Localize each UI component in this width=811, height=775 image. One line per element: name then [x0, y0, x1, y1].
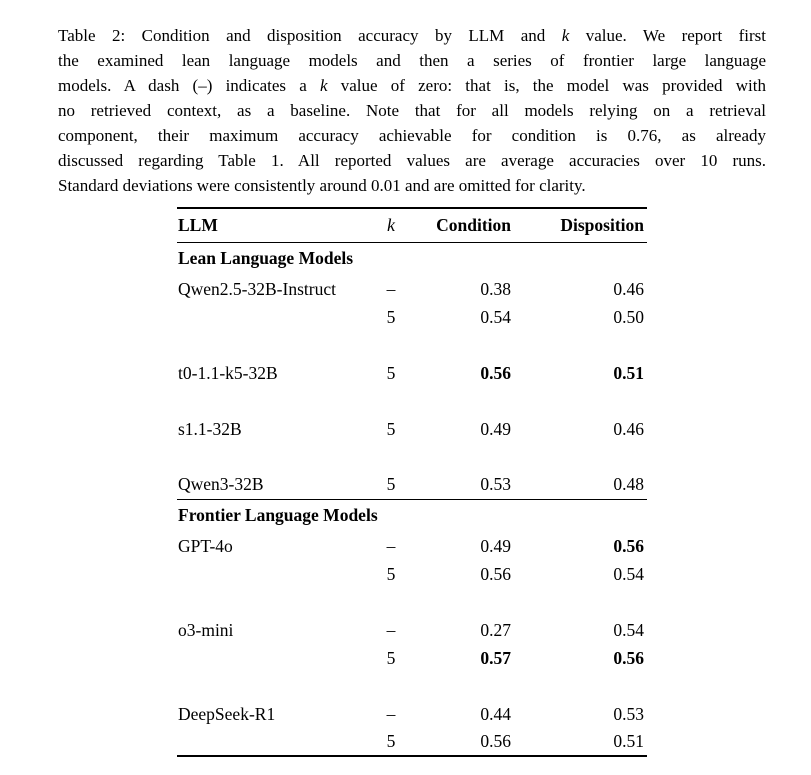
- table-row: [177, 560, 647, 588]
- cell-disposition: 0.56: [613, 535, 644, 556]
- results-table: [177, 207, 647, 757]
- caption-text: the examined lean language models and then a series of frontier large language: [58, 51, 766, 70]
- cell-disposition: 0.53: [613, 703, 644, 724]
- caption-line: [58, 23, 766, 48]
- spacer-cell: [177, 588, 647, 616]
- table-row: [177, 700, 647, 728]
- cell-condition: 0.56: [480, 731, 511, 751]
- cell-k: 5: [386, 563, 396, 584]
- spacer-cell: [177, 672, 647, 700]
- table-header-row: [177, 208, 647, 242]
- caption-line: [58, 48, 766, 73]
- table-row: [177, 728, 647, 756]
- col-header-disposition: Disposition: [560, 214, 644, 235]
- cell-condition: 0.49: [480, 535, 511, 556]
- cell-condition: 0.56: [480, 362, 511, 383]
- table-row: [177, 471, 647, 499]
- cell-model: [177, 644, 363, 672]
- table-row: [177, 616, 647, 644]
- table-caption: [58, 23, 766, 198]
- cell-disposition: 0.54: [613, 619, 644, 640]
- caption-line: [58, 98, 766, 123]
- caption-text: no retrieved context, as a baseline. Note that for all models relying on a retrieval: [58, 101, 766, 120]
- cell-condition: 0.54: [480, 306, 511, 327]
- caption-text: Standard deviations were consistently around 0.01 and are omitted for clarity.: [58, 176, 586, 195]
- cell-k: 5: [386, 418, 396, 439]
- cell-condition: 0.56: [480, 563, 511, 584]
- cell-model: Qwen3-32B: [178, 474, 264, 495]
- cell-condition: 0.53: [480, 474, 511, 495]
- caption-text: models. A dash (–) indicates a: [58, 76, 320, 95]
- cell-disposition: 0.51: [613, 731, 644, 751]
- caption-text: value of zero: that is, the model was provided with: [327, 76, 766, 95]
- cell-k: 5: [386, 306, 396, 327]
- spacer-row: [177, 672, 647, 700]
- section-header-row: [177, 499, 647, 532]
- col-header-condition: Condition: [436, 214, 511, 235]
- spacer-cell: [177, 331, 647, 359]
- section-title: Frontier Language Models: [178, 505, 378, 526]
- cell-model: s1.1-32B: [178, 418, 242, 439]
- cell-k: –: [386, 703, 396, 724]
- caption-line: [58, 173, 766, 198]
- cell-disposition: 0.46: [613, 278, 644, 299]
- cell-disposition: 0.56: [613, 647, 644, 668]
- cell-disposition: 0.48: [613, 474, 644, 495]
- math-variable: k: [319, 76, 328, 95]
- table-row: [177, 359, 647, 387]
- caption-text: value. We report first: [569, 26, 766, 45]
- cell-condition: 0.27: [480, 619, 511, 640]
- table-row: [177, 303, 647, 331]
- caption-line: [58, 123, 766, 148]
- cell-k: –: [386, 535, 396, 556]
- cell-condition: 0.38: [480, 278, 511, 299]
- cell-disposition: 0.50: [613, 306, 644, 327]
- spacer-row: [177, 387, 647, 415]
- col-header-llm: LLM: [178, 214, 218, 235]
- cell-model: Qwen2.5-32B-Instruct: [178, 278, 336, 299]
- cell-k: 5: [386, 731, 396, 751]
- table-row: [177, 644, 647, 672]
- cell-condition: 0.44: [480, 703, 511, 724]
- cell-k: 5: [386, 474, 396, 495]
- math-variable: k: [561, 26, 570, 45]
- cell-model: GPT-4o: [178, 535, 233, 556]
- cell-k: 5: [386, 362, 396, 383]
- cell-model: [177, 728, 363, 756]
- caption-text: discussed regarding Table 1. All reported values are average accuracies over 10 runs.: [58, 151, 766, 170]
- caption-line: [58, 148, 766, 173]
- cell-condition: 0.57: [480, 647, 511, 668]
- section-header-row: [177, 242, 647, 275]
- spacer-row: [177, 443, 647, 471]
- cell-model: [177, 560, 363, 588]
- table-body: [177, 242, 647, 756]
- spacer-cell: [177, 443, 647, 471]
- cell-condition: 0.49: [480, 418, 511, 439]
- caption-text: component, their maximum accuracy achievable for condition is 0.76, as already: [58, 126, 766, 145]
- caption-text: Table 2: Condition and disposition accuracy by LLM and: [58, 26, 562, 45]
- table-row: [177, 415, 647, 443]
- cell-model: t0-1.1-k5-32B: [178, 362, 278, 383]
- spacer-row: [177, 588, 647, 616]
- col-header-k: k: [387, 214, 395, 235]
- cell-model: o3-mini: [178, 619, 234, 640]
- table-row: [177, 275, 647, 303]
- table-row: [177, 532, 647, 560]
- cell-k: 5: [386, 647, 396, 668]
- spacer-cell: [177, 387, 647, 415]
- cell-model: DeepSeek-R1: [178, 703, 276, 724]
- cell-model: [177, 303, 363, 331]
- cell-disposition: 0.54: [613, 563, 644, 584]
- cell-k: –: [386, 278, 396, 299]
- cell-k: –: [386, 619, 396, 640]
- caption-line: [58, 73, 766, 98]
- cell-disposition: 0.46: [613, 418, 644, 439]
- spacer-row: [177, 331, 647, 359]
- section-title: Lean Language Models: [178, 248, 354, 269]
- cell-disposition: 0.51: [613, 362, 644, 383]
